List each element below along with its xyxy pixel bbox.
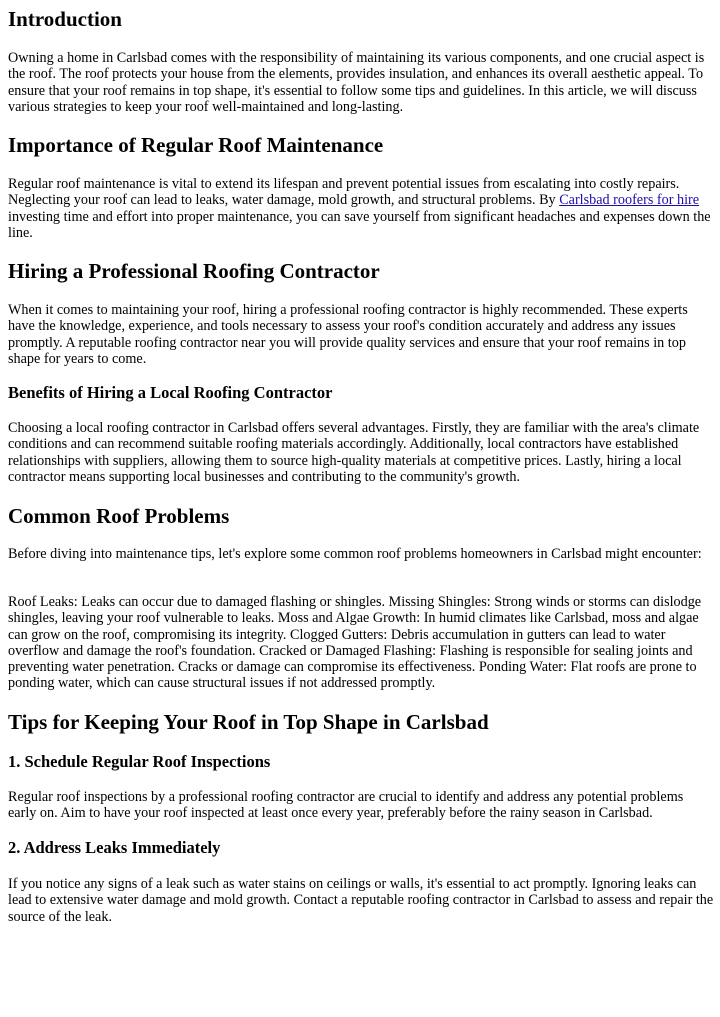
section-heading-tips: Tips for Keeping Your Roof in Top Shape in Carlsbad [8, 710, 489, 734]
subheading-inspections: 1. Schedule Regular Roof Inspections [8, 752, 271, 771]
section-heading-importance: Importance of Regular Roof Maintenance [8, 133, 384, 157]
section-heading-hiring: Hiring a Professional Roofing Contractor [8, 259, 380, 283]
section-heading-problems: Common Roof Problems [8, 504, 230, 528]
problems-intro-paragraph: Before diving into maintenance tips, let's explore some common roof problems homeowners in Carlsbad might encounter: [8, 546, 702, 562]
leaks-paragraph: If you notice any signs of a leak such as water stains on ceilings or walls, it's essential to act promptly. Ignoring leaks can lead to extensive water damage and mold growth. Contact a reputable roofing contractor in Carlsbad to assess and repair the source of the leak. [8, 876, 714, 925]
subheading-benefits: Benefits of Hiring a Local Roofing Contractor [8, 383, 333, 402]
hiring-paragraph: When it comes to maintaining your roof, hiring a professional roofing contractor is highly recommended. These experts have the knowledge, experience, and tools necessary to assess your roof's condition accurately and address any issues promptly. A reputable roofing contractor near you will provide quality services and ensure that your roof remains in top shape for years to come. [8, 302, 688, 367]
section-heading-introduction: Introduction [8, 7, 122, 31]
inspections-paragraph: Regular roof inspections by a professional roofing contractor are crucial to identify and address any potential problems early on. Aim to have your roof inspected at least once every year, preferably before the rainy season in Carlsbad. [8, 789, 684, 822]
importance-text-start: Regular roof maintenance is vital to extend its lifespan and prevent potential issues from escalating into costly repairs. Neglecting your roof can lead to leaks, water damage, mold growth, and structural problems. By [8, 176, 680, 209]
importance-text-end: investing time and effort into proper maintenance, you can save yourself from significant headaches and expenses down the line. [8, 208, 711, 241]
importance-paragraph [8, 176, 714, 241]
intro-paragraph: Owning a home in Carlsbad comes with the responsibility of maintaining its various components, and one crucial aspect is the roof. The roof protects your house from the elements, provides insulation, and enhances its overall aesthetic appeal. To ensure that your roof remains in top shape, it's essential to follow some tips and guidelines. In this article, we will discuss various strategies to keep your roof well-maintained and long-lasting. [8, 50, 705, 115]
problems-list-paragraph: Roof Leaks: Leaks can occur due to damaged flashing or shingles. Missing Shingles: Strong winds or storms can dislodge shingles, leaving your roof vulnerable to leaks. Moss and Algae Growth: In humid climates like Carlsbad, moss and algae can grow on the roof, compromising its integrity. Clogged Gutters: Debris accumulation in gutters can lead to water overflow and damage the roof's foundation. Cracked or Damaged Flashing: Flashing is responsible for sealing joints and preventing water penetration. Cracks or damage can compromise its effectiveness. Ponding Water: Flat roofs are prone to ponding water, which can cause structural issues if not addressed promptly. [8, 594, 702, 692]
carlsbad-roofers-link[interactable]: Carlsbad roofers for hire [559, 192, 700, 209]
benefits-paragraph: Choosing a local roofing contractor in Carlsbad offers several advantages. Firstly, they are familiar with the area's climate conditions and can recommend suitable roofing materials accordingly. Additionally, local contractors have established relationships with suppliers, allowing them to source high-quality materials at competitive prices. Lastly, hiring a local contractor means supporting local businesses and contributing to the community's growth. [8, 420, 700, 485]
subheading-leaks: 2. Address Leaks Immediately [8, 838, 221, 857]
